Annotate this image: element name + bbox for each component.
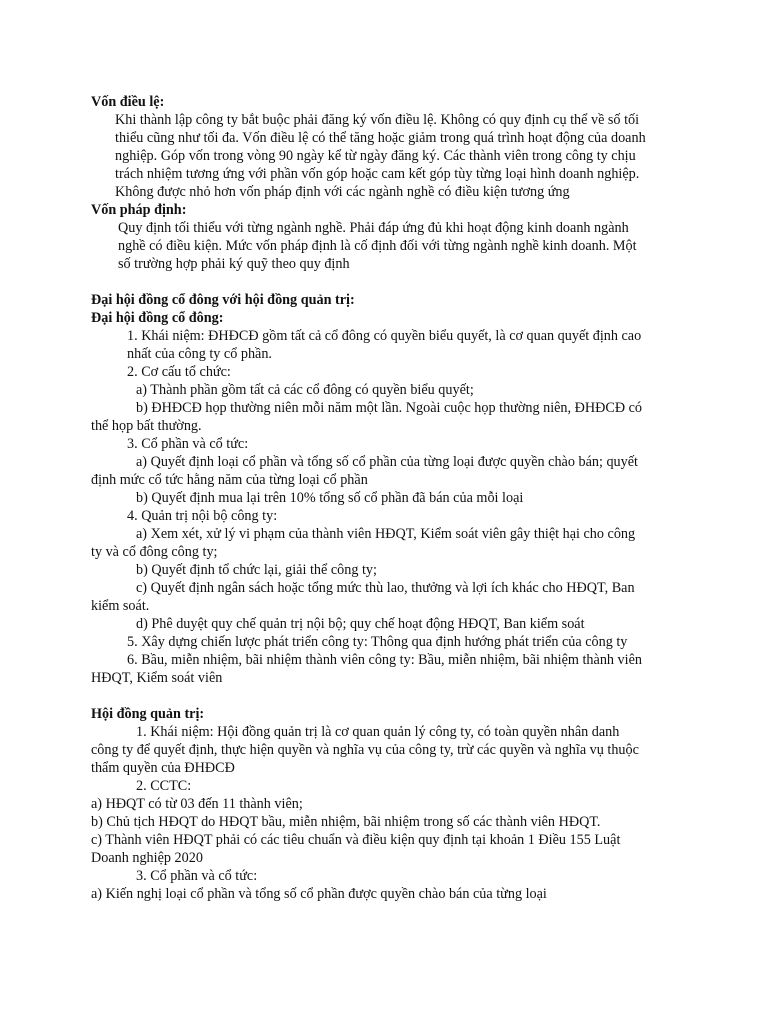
paragraph-line: trách nhiệm tương ứng với phần vốn góp hoặc cam kết góp tùy từng loại hình doanh nghiệp.: [115, 166, 640, 182]
paragraph-line: số trường hợp phải ký quỹ theo quy định: [118, 256, 350, 272]
list-item: 3. Cổ phần và cổ tức:: [127, 436, 249, 452]
list-item: HĐQT, Kiểm soát viên: [91, 670, 223, 686]
list-item: c) Quyết định ngân sách hoặc tổng mức thù lao, thưởng và lợi ích khác cho HĐQT, Ban: [136, 580, 635, 596]
list-item: 5. Xây dựng chiến lược phát triển công ty: Thông qua định hướng phát triển của công ty: [127, 634, 628, 650]
list-item: thể họp bất thường.: [91, 418, 202, 434]
paragraph-line: Không được nhỏ hơn vốn pháp định với các ngành nghề có điều kiện tương ứng: [115, 184, 570, 200]
paragraph-line: nghề có điều kiện. Mức vốn pháp định là cố định đối với từng ngành nghề kinh doanh. Một: [118, 238, 637, 254]
list-item: c) Thành viên HĐQT phải có các tiêu chuẩn và điều kiện quy định tại khoản 1 Điều 155 Luật: [91, 832, 621, 848]
list-item: Doanh nghiệp 2020: [91, 850, 203, 866]
subheading-dhdcd: Đại hội đồng cổ đông:: [91, 310, 224, 326]
list-item: 3. Cổ phần và cổ tức:: [136, 868, 258, 884]
list-item: thẩm quyền của ĐHĐCĐ: [91, 760, 235, 776]
paragraph-line: nghiệp. Góp vốn trong vòng 90 ngày kể từ ngày đăng ký. Các thành viên trong công ty chịu: [115, 148, 636, 164]
list-item: 2. Cơ cấu tổ chức:: [127, 364, 231, 380]
list-item: a) Kiến nghị loại cổ phần và tổng số cổ phần được quyền chào bán của từng loại: [91, 886, 547, 902]
list-item: kiểm soát.: [91, 598, 150, 614]
paragraph-line: thiểu cũng như tối đa. Vốn điều lệ có thể tăng hoặc giảm trong quá trình hoạt động của doanh: [115, 130, 646, 146]
list-item: 1. Khái niệm: Hội đồng quản trị là cơ quan quản lý công ty, có toàn quyền nhân danh: [136, 724, 620, 740]
list-item: 4. Quản trị nội bộ công ty:: [127, 508, 278, 524]
list-item: định mức cổ tức hằng năm của từng loại cổ phần: [91, 472, 368, 488]
section-heading-von-dieu-le: Vốn điều lệ:: [91, 94, 165, 110]
list-item: b) Quyết định tổ chức lại, giải thể công ty;: [136, 562, 377, 578]
list-item: a) HĐQT có từ 03 đến 11 thành viên;: [91, 796, 303, 812]
list-item: 1. Khái niệm: ĐHĐCĐ gồm tất cả cổ đông có quyền biểu quyết, là cơ quan quyết định cao: [127, 328, 642, 344]
list-item: 6. Bầu, miễn nhiệm, bãi nhiệm thành viên công ty: Bầu, miễn nhiệm, bãi nhiệm thành viên: [127, 652, 642, 668]
section-heading-dhdcd-hdqt: Đại hội đồng cổ đông với hội đồng quản trị:: [91, 292, 355, 308]
list-item: ty và cổ đông công ty;: [91, 544, 218, 560]
list-item: a) Thành phần gồm tất cả các cổ đông có quyền biểu quyết;: [136, 382, 474, 398]
section-heading-von-phap-dinh: Vốn pháp định:: [91, 202, 187, 218]
paragraph-line: Khi thành lập công ty bắt buộc phải đăng ký vốn điều lệ. Không có quy định cụ thể về số tối: [115, 112, 640, 128]
list-item: b) ĐHĐCĐ họp thường niên mỗi năm một lần. Ngoài cuộc họp thường niên, ĐHĐCĐ có: [136, 400, 642, 416]
list-item: nhất của công ty cổ phần.: [127, 346, 272, 362]
paragraph-line: Quy định tối thiểu với từng ngành nghề. Phải đáp ứng đủ khi hoạt động kinh doanh ngành: [118, 220, 629, 236]
section-heading-hdqt: Hội đồng quản trị:: [91, 706, 205, 722]
list-item: a) Quyết định loại cổ phần và tổng số cổ phần của từng loại được quyền chào bán; quyết: [136, 454, 638, 470]
list-item: b) Quyết định mua lại trên 10% tổng số cổ phần đã bán của mỗi loại: [136, 490, 524, 506]
list-item: công ty để quyết định, thực hiện quyền và nghĩa vụ của công ty, trừ các quyền và nghĩa vụ thuộc: [91, 742, 639, 758]
list-item: b) Chủ tịch HĐQT do HĐQT bầu, miễn nhiệm, bãi nhiệm trong số các thành viên HĐQT.: [91, 814, 601, 830]
list-item: 2. CCTC:: [136, 778, 192, 794]
list-item: a) Xem xét, xử lý vi phạm của thành viên HĐQT, Kiểm soát viên gây thiệt hại cho công: [136, 526, 636, 542]
list-item: d) Phê duyệt quy chế quản trị nội bộ; quy chế hoạt động HĐQT, Ban kiểm soát: [136, 616, 585, 632]
